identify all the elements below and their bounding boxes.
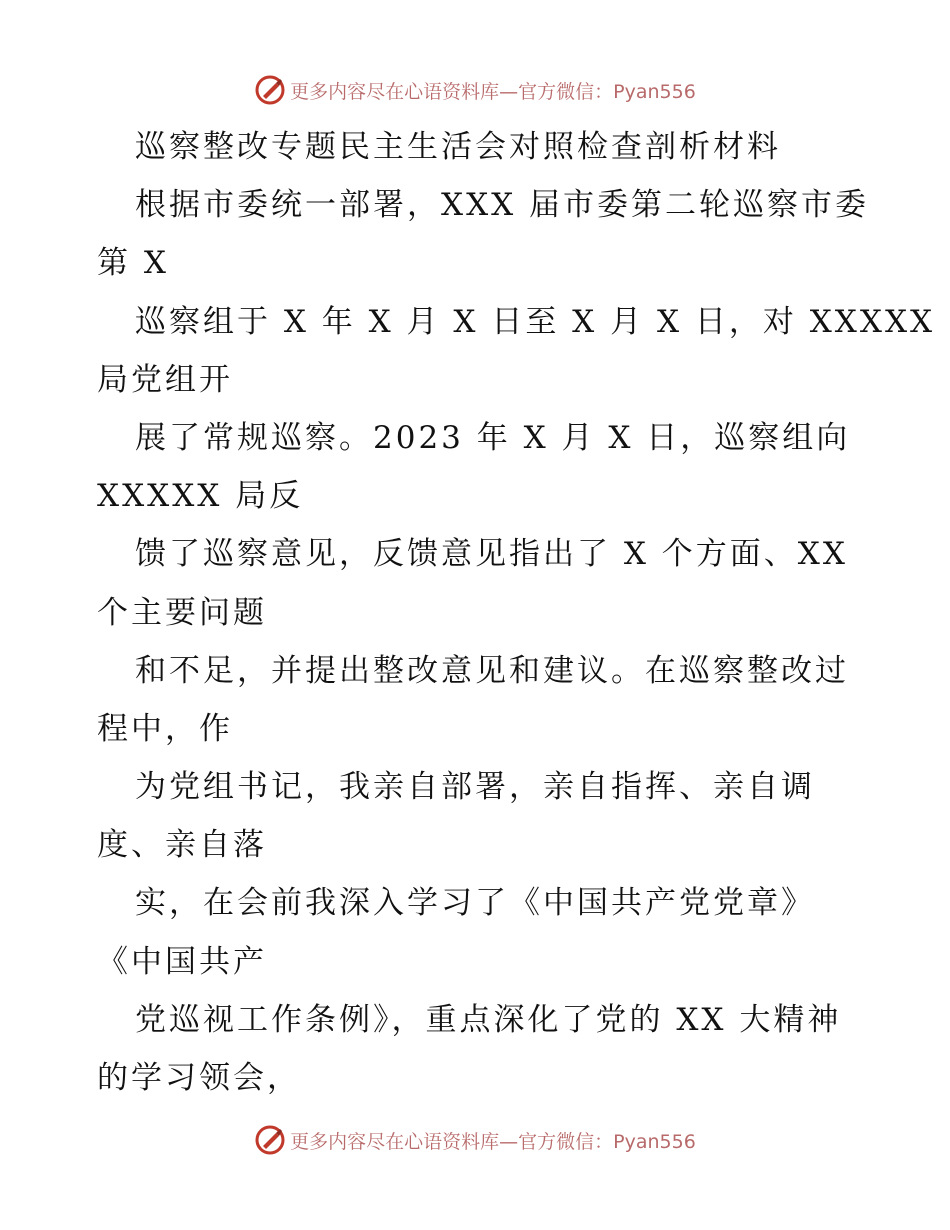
paragraph-line-10: 程中，作 [97, 710, 233, 747]
paragraph-line-3: 巡察组于 X 年 X 月 X 日至 X 月 X 日，对 XXXXX [135, 303, 936, 340]
header-banner-label: 更多内容尽在心语资料库—官方微信： [290, 80, 614, 103]
brand-logo-icon [254, 1124, 286, 1156]
footer-banner-text [290, 1127, 696, 1154]
footer-banner-wechat: Pyan556 [613, 1130, 696, 1153]
paragraph-line-9: 和不足，并提出整改意见和建议。在巡察整改过 [135, 652, 849, 689]
paragraph-line-11: 为党组书记，我亲自部署，亲自指挥、亲自调 [135, 769, 815, 806]
document-title: 巡察整改专题民主生活会对照检查剖析材料 [135, 129, 781, 165]
paragraph-line-1: 根据市委统一部署，XXX 届市委第二轮巡察市委 [135, 187, 870, 224]
paragraph-line-8: 个主要问题 [97, 594, 267, 631]
footer-banner-label: 更多内容尽在心语资料库—官方微信： [290, 1130, 614, 1153]
paragraph-line-13: 实，在会前我深入学习了《中国共产党党章》 [135, 885, 815, 922]
paragraph-line-6: XXXXX 局反 [97, 478, 304, 515]
paragraph-line-7: 馈了巡察意见，反馈意见指出了 X 个方面、XX [135, 536, 848, 573]
paragraph-line-2: 第 X [97, 245, 169, 282]
paragraph-line-5: 展了常规巡察。2023 年 X 月 X 日，巡察组向 [135, 419, 851, 456]
paragraph-line-4: 局党组开 [97, 361, 233, 398]
footer-banner [0, 1120, 950, 1160]
header-banner-wechat: Pyan556 [613, 80, 696, 103]
document-body [97, 118, 936, 1107]
paragraph-line-15: 党巡视工作条例》，重点深化了党的 XX 大精神 [135, 1001, 842, 1038]
brand-logo-icon [254, 74, 286, 106]
header-banner-text [290, 77, 696, 104]
header-banner [0, 70, 950, 110]
paragraph-line-12: 度、亲自落 [97, 827, 267, 864]
paragraph-line-16: 的学习领会， [97, 1060, 301, 1096]
paragraph-line-14: 《中国共产 [97, 943, 267, 980]
